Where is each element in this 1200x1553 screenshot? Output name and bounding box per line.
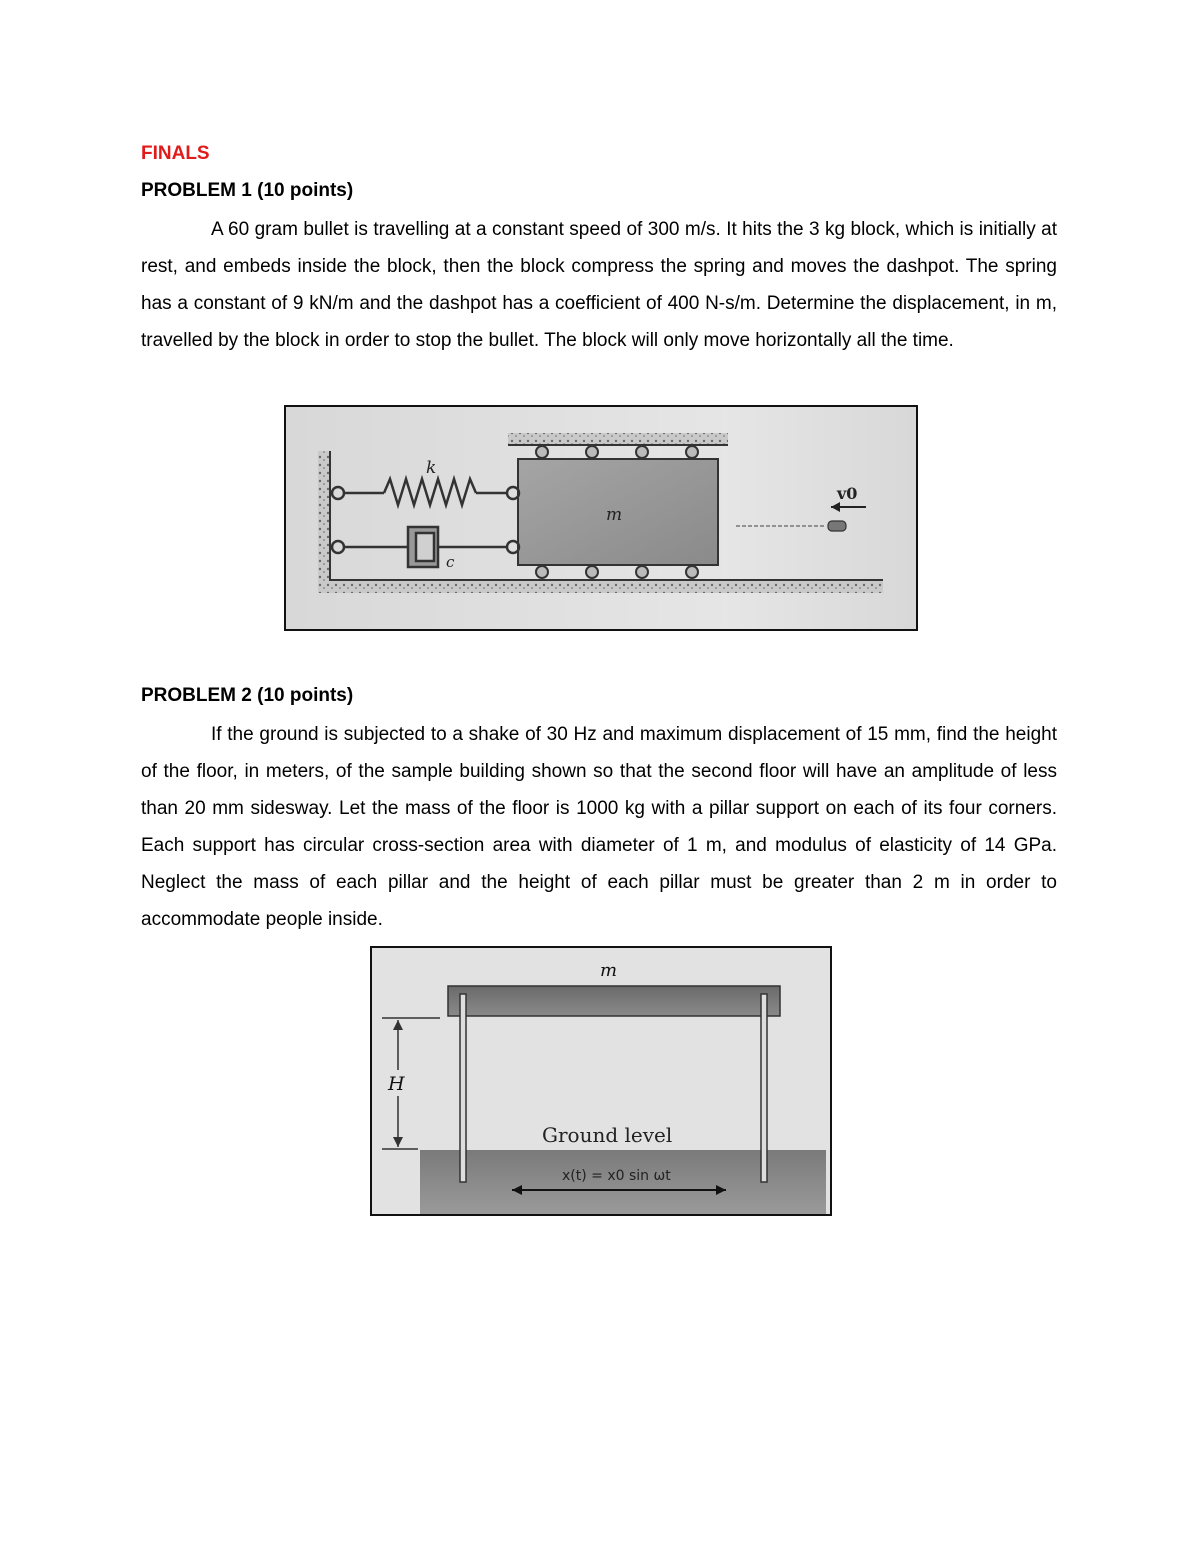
mass-label: m	[600, 960, 618, 981]
problem-1-text: A 60 gram bullet is travelling at a constant speed of 300 m/s. It hits the 3 kg block, which is initially at rest, and embeds inside the block, then the block compress the spring and moves the dashpot. The spring has a constant of 9 kN/m and the dashpot has a coefficient of 400 N-s/m. Determine the displacement, in m, travelled by the block in order to stop the bullet. The block will only move horizontally all the time.	[141, 219, 1057, 351]
section-title: FINALS	[141, 143, 210, 164]
problem-1-figure	[284, 405, 918, 631]
spring-label: k	[426, 458, 437, 478]
mass-label: m	[606, 505, 623, 525]
ground-motion-label: x(t) = x0 sin ωt	[562, 1168, 671, 1184]
floor	[318, 581, 883, 593]
problem-1-title: PROBLEM 1 (10 points)	[141, 180, 354, 201]
ground-level-label: Ground level	[542, 1123, 673, 1147]
problem-2-text: If the ground is subjected to a shake of 30 Hz and maximum displacement of 15 mm, find the height of the floor, in meters, of the sample building shown so that the second floor will have an amplitude of less than 20 mm sidesway. Let the mass of the floor is 1000 kg with a pillar support on each of its four corners. Each support has circular cross-section area with diameter of 1 m, and modulus of elasticity of 14 GPa. Neglect the mass of each pillar and the height of each pillar must be greater than 2 m in order to accommodate people inside.	[141, 724, 1057, 930]
floor-slab	[448, 986, 780, 1016]
top-surface	[508, 433, 728, 445]
velocity-label: v0	[837, 484, 858, 503]
problem-2-figure	[370, 946, 832, 1216]
damper-label: c	[446, 553, 455, 571]
problem-2-title: PROBLEM 2 (10 points)	[141, 685, 354, 706]
fixed-wall	[318, 451, 330, 587]
bullet	[828, 521, 846, 531]
right-pillar	[761, 994, 767, 1182]
left-pillar	[460, 994, 466, 1182]
height-label: H	[388, 1073, 405, 1095]
